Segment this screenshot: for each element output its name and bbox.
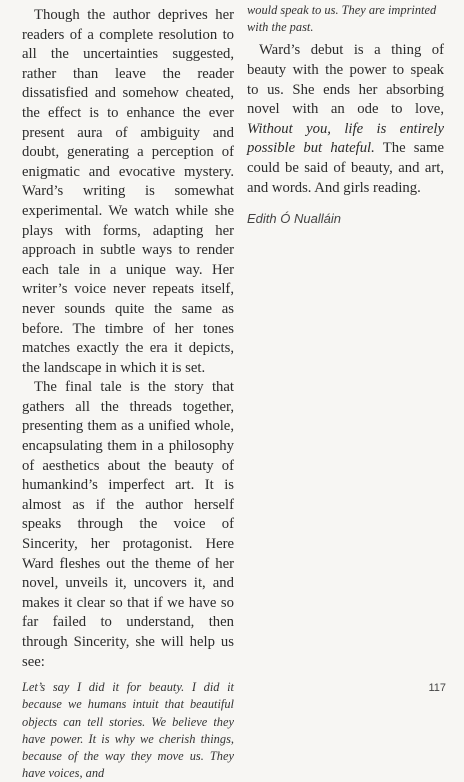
body-paragraph: Though the author deprives her readers of a complete resolution to all the uncertainties suggested, rather than leave the reader dissatisfied and somehow cheated, the effect is to enhance the ever present aura of ambiguity and doubt, generating a perception of enigmatic and evocative mystery. Ward’s writing is somewhat experimental. We watch while she plays with forms, adapting her approach in subtle ways to render each tale in a unique way. Her writer’s voice never repeats itself, never sounds quite the same as before. The timbre of her tones matches exactly the era it depicts, the landscape in which it is set.: [22, 7, 234, 376]
closing-paragraph-text: Ward’s debut is a thing of beauty with the power to speak to us. She ends her absorbing novel with an ode to love,: [247, 42, 444, 118]
body-paragraph: The final tale is the story that gathers all the threads together, presenting them as a unified whole, encapsulating them in a philosophy of aesthetics about the beauty of humankind’s imperfect art. It is almost as if the author herself speaks through the voice of Sincerity, her protagonist. Here Ward fleshes out the theme of her novel, unveils it, uncovers it, and makes it clear so that if we have so far failed to understand, then through Sincerity, she will help us see:: [22, 379, 234, 670]
closing-paragraph: [247, 41, 444, 198]
author-byline: Edith Ó Nualláin: [247, 211, 341, 227]
left-column: [22, 0, 234, 782]
page-number: 117: [428, 682, 446, 694]
closing-quote-italic: Without you, life is entirely possible but hateful.: [247, 120, 444, 157]
closing-paragraph-text-end: The same could be said of beauty, and art, and words. And girls reading.: [247, 140, 444, 196]
right-column: [247, 0, 444, 227]
block-quote: Let’s say I did it for beauty. I did it because we humans intuit that beautiful objects can tell stories. We believe they have power. It is why we cherish things, because of the way they move us. They have voices, and: [22, 680, 234, 781]
block-quote-continuation: would speak to us. They are imprinted with the past.: [247, 3, 437, 35]
